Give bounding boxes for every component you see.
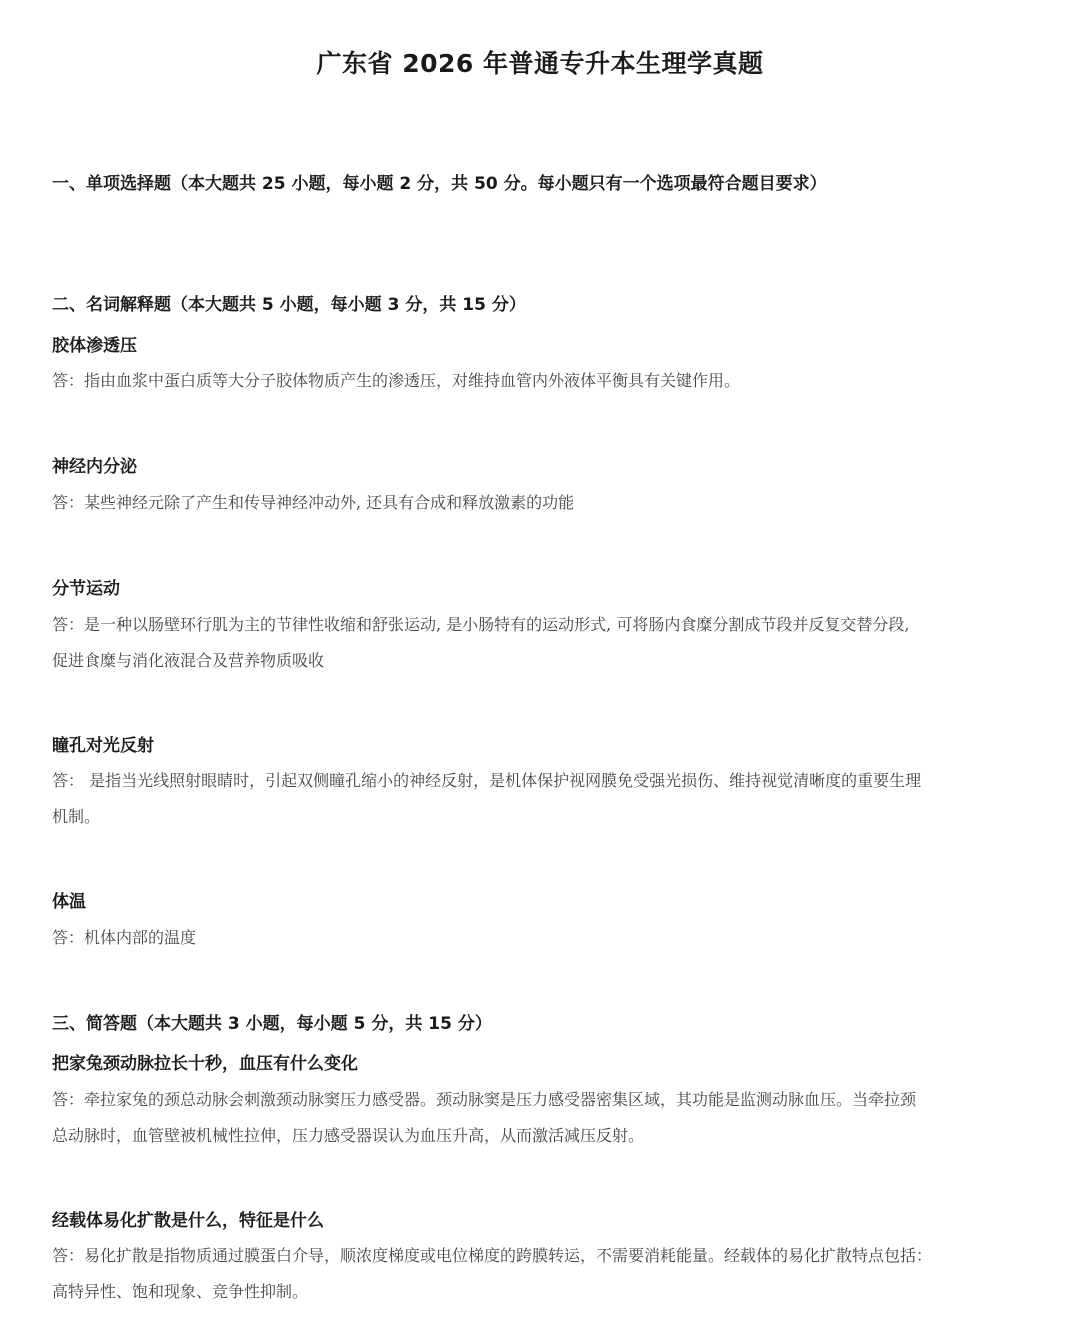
term-answer [52, 607, 1032, 679]
term-title: 瞳孔对光反射 [52, 736, 154, 756]
section-heading-term-definitions: 二、名词解释题（本大题共 5 小题，每小题 3 分，共 15 分） [52, 295, 526, 315]
term-answer [52, 485, 1032, 521]
answer-line: 答： 是指当光线照射眼睛时，引起双侧瞳孔缩小的神经反射，是机体保护视网膜免受强光损伤、维持视觉清晰度的重要生理 [52, 771, 922, 790]
answer-line: 总动脉时，血管壁被机械性拉伸，压力感受器误认为血压升高，从而激活减压反射。 [52, 1126, 645, 1145]
page-title: 广东省 2026 年普通专升本生理学真题 [316, 49, 764, 78]
question-title: 把家兔颈动脉拉长十秒，血压有什么变化 [52, 1054, 358, 1074]
answer-line: 机制。 [52, 807, 101, 826]
section-heading-short-answer: 三、简答题（本大题共 3 小题，每小题 5 分，共 15 分） [52, 1014, 492, 1034]
answer-line: 高特异性、饱和现象、竞争性抑制。 [52, 1282, 309, 1301]
term-answer [52, 920, 1032, 956]
question-answer [52, 1082, 1032, 1154]
term-title: 神经内分泌 [52, 457, 137, 477]
term-title: 胶体渗透压 [52, 336, 137, 356]
answer-line: 促进食糜与消化液混合及营养物质吸收 [52, 651, 325, 670]
answer-line: 答：机体内部的温度 [52, 928, 197, 947]
term-title: 体温 [52, 892, 86, 912]
answer-line: 答：牵拉家兔的颈总动脉会刺激颈动脉窦压力感受器。颈动脉窦是压力感受器密集区域，其功能是监测动脉血压。当牵拉颈 [52, 1090, 917, 1109]
answer-line: 答：指由血浆中蛋白质等大分子胶体物质产生的渗透压，对维持血管内外液体平衡具有关键作用。 [52, 371, 741, 390]
answer-line: 答：是一种以肠壁环行肌为主的节律性收缩和舒张运动, 是小肠特有的运动形式, 可将肠内食糜分割成节段并反复交替分段, [52, 615, 910, 634]
term-answer [52, 763, 1032, 835]
answer-line: 答：易化扩散是指物质通过膜蛋白介导，顺浓度梯度或电位梯度的跨膜转运，不需要消耗能量。经载体的易化扩散特点包括： [52, 1246, 933, 1265]
answer-line: 答：某些神经元除了产生和传导神经冲动外, 还具有合成和释放激素的功能 [52, 493, 575, 512]
term-answer [52, 363, 1032, 399]
question-answer [52, 1238, 1032, 1310]
term-title: 分节运动 [52, 579, 120, 599]
section-heading-multiple-choice: 一、单项选择题（本大题共 25 小题，每小题 2 分，共 50 分。每小题只有一个选项最符合题目要求） [52, 174, 827, 194]
question-title: 经载体易化扩散是什么，特征是什么 [52, 1211, 324, 1231]
